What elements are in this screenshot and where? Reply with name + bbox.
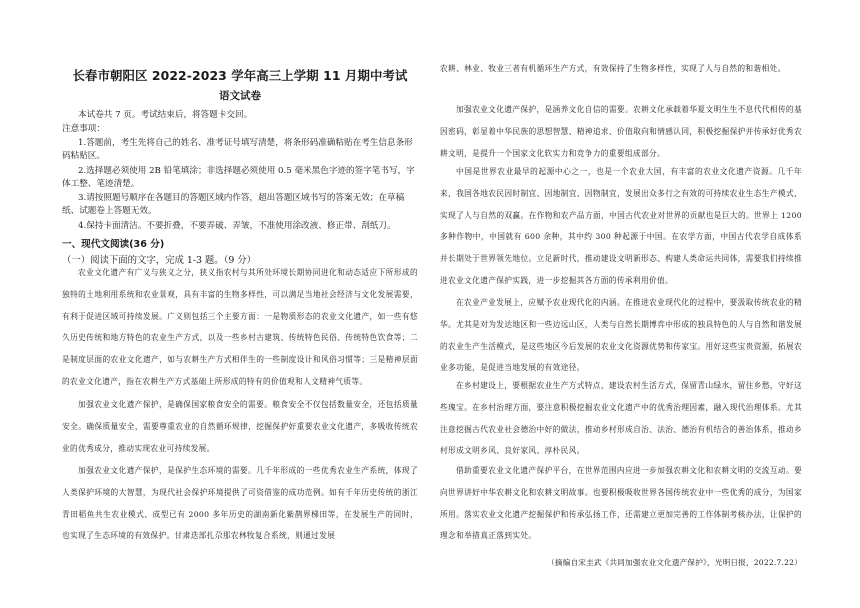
question-instruction: （一）阅读下面的文字，完成 1-3 题。（9 分） (62, 255, 257, 266)
article-paragraph-1: 农业文化遗产有广义与狭义之分，狭义指农村与其所处环境长期协同进化和动态适应下所形成的独特的土地利用系统和农业景观，具有丰富的生物多样性，可以满足当地社会经济与文化发展需要，有利于促进区域可持续发展。广义则包括三个主要方面：一是物质形态的农业文化遗产，如一些有悠久历史传统和地方特色的农业生产方式，以及一些乡村古建筑、传统特色民俗、传统特色饮食等；二是制度层面的农业文化遗产，如与农耕生产方式相伴生的一些制度设计和风俗习惯等；三是精神层面的农业文化遗产，指在农耕生产方式基础上所形成的特有的价值观和人文精神气质等。 (62, 268, 418, 386)
notice-item-3: 3.请按照题号顺序在各题目的答题区域内作答，超出答题区域书写的答案无效；在草稿纸、试题卷上答题无效。 (62, 193, 405, 217)
notice-item-2: 2.选择题必须使用 2B 铅笔填涂；非选择题必须使用 0.5 毫米黑色字迹的签字笔书写，字体工整、笔迹清楚。 (62, 166, 415, 190)
article-paragraph-7: 在乡村建设上，要根据农业生产方式特点，建设农村生活方式，保留青山绿水，留住乡愁，守好这些瑰宝。在乡村治理方面，要注意积极挖掘农业文化遗产中的优秀治理因素，融入现代治理体系。尤其注意挖掘古代农业社会德治中好的做法，推动乡村形成自治、法治、德治有机结合的善治体系，推动乡村形成文明乡风、良好家风、淳朴民风。 (440, 381, 802, 456)
notice-item-4: 4.保持卡面清洁。不要折叠，不要弄破、弄皱，不准使用涂改液、修正带、刮纸刀。 (78, 221, 396, 231)
article-paragraph-6: 在农业产业发展上，应赋予农业现代化的内涵。在推进农业现代化的过程中，要汲取传统农业的精华。尤其是对为发达地区和一些边远山区，人类与自然长期博弈中形成的独具特色的人与自然和谐发展的农业生产生活模式，是这些地区今后发展的农业文化资源优势和传家宝。用好这些宝贵资源，拓展农业多功能，是促进当地发展的有效途径。 (440, 298, 802, 373)
article-paragraph-3: 加强农业文化遗产保护，是保护生态环境的需要。几千年形成的一些优秀农业生产系统，体现了人类保护环境的大智慧，为现代社会保护环境提供了可资借鉴的成功范例。如有千年历史传统的浙江青田稻鱼共生农业模式、成型已有 2000 多年历史的湖南新化紫鹊界梯田等，在发展生产的同时，也实现了生态环境的有效保护。甘肃迭部扎尕那农林牧复合系统，则通过发展 (62, 466, 418, 541)
notice-item-1: 1.答题前，考生先将自己的姓名、准考证号填写清楚，将条形码准确粘贴在考生信息条形码粘贴区。 (62, 138, 413, 162)
article-paragraph-2: 加强农业文化遗产保护，是确保国家粮食安全的需要。粮食安全不仅包括数量安全，还包括质量安全。确保质量安全，需要尊重农业的自然循环规律，挖掘保护好重要农业文化遗产，多吸收传统农业的优秀成分，推动实现农业可持续发展。 (62, 400, 418, 453)
article-paragraph-5: 中国是世界农业最早的起源中心之一，也是一个农业大国，有丰富的农业文化遗产资源。几千年来，我国各地农民因时制宜、因地制宜、因物制宜，发展出众多行之有效的可持续农业生态生产模式，实现了人与自然的双赢。在作物和农产品方面，中国古代农业对世界的贡献也是巨大的。世界上 1200 多种作物中，中国就有 600 余种，其中约 300 种起源于中国。在农学方面，中国古代农学自成体系并长期处于世界领先地位。立足新时代，推动建设文明新形态、构建人类命运共同体，需要我们持续推进农业文化遗产保护实践，进一步挖掘其各方面的传承利用价值。 (440, 167, 802, 285)
article-paragraph-4: 加强农业文化遗产保护，是涵养文化自信的需要。农耕文化承载着华夏文明生生不息代代相传的基因密码，彰显着中华民族的思想智慧、精神追求、价值取向和情感认同，积极挖掘保护并传承好优秀农耕文明，是提升一个国家文化软实力和竞争力的重要组成部分。 (440, 105, 802, 158)
article-paragraph-3-continued: 农耕、林业、牧业三者有机循环生产方式，有效保持了生物多样性，实现了人与自然的和谐相处。 (440, 64, 786, 73)
exam-subtitle: 语文试卷 (219, 90, 261, 102)
article-paragraph-8: 借助重要农业文化遗产保护平台，在世界范围内应进一步加强农耕文化和农耕文明的交流互动。要向世界讲好中华农耕文化和农耕文明故事。也要积极吸收世界各国传统农业中一些优秀的成分，为国家所用。落实农业文化遗产挖掘保护和传承弘扬工作，还需建立更加完善的工作体制考核办法，让保护的理念和举措真正落到实处。 (440, 466, 802, 541)
notice-heading: 注意事项： (62, 124, 105, 134)
article-source: （摘编自宋圭武《共同加强农业文化遗产保护》，光明日报，2022.7.22） (547, 558, 802, 567)
exam-title: 长春市朝阳区 2022-2023 学年高三上学期 11 月期中考试 (72, 68, 408, 83)
notice-intro: 本试卷共 7 页。考试结束后，将答题卡交回。 (78, 110, 253, 120)
section-heading: 一、现代文阅读(36 分) (62, 239, 165, 250)
